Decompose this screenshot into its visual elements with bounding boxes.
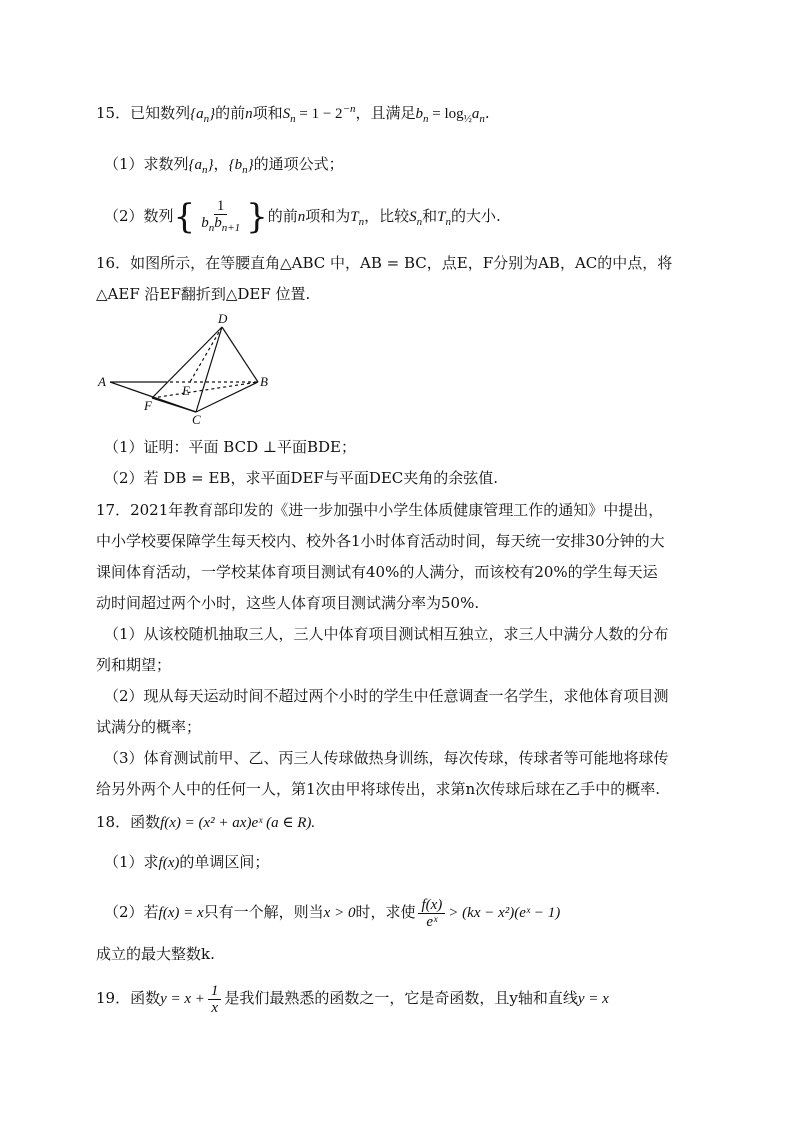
label-F: F bbox=[144, 398, 152, 413]
q18-part1: （1）求f(x)的单调区间； bbox=[104, 853, 270, 871]
label-A: A bbox=[98, 374, 106, 389]
q15-part1: （1）求数列$\{a_n\}$，$\{b_n\}$的通项公式； bbox=[104, 155, 344, 176]
pyramid-figure bbox=[92, 312, 292, 428]
label-B: B bbox=[260, 374, 268, 389]
q17-part1b: 列和期望； bbox=[96, 656, 172, 674]
q17-part2a: （2）现从每天运动时间不超过两个小时的学生中任意调查一名学生，求他体育项目测 bbox=[104, 687, 669, 705]
edge-FC bbox=[152, 398, 196, 412]
q15-part2: （2）数列{ $\frac{1}{b_nb_{n+1}}$ }的前n项和为$T_n$，比较$S_n$和$T_n$的大小. bbox=[104, 197, 501, 237]
q16-statement-line2: △AEF 沿EF翻折到△DEF 位置. bbox=[96, 285, 311, 303]
fraction-1-over-x: $\frac{1}{x}$ bbox=[208, 983, 222, 1016]
q18-statement: 18．函数f(x) = (x² + ax)eˣ (a ∈ R). bbox=[96, 813, 316, 831]
q17-line1: 17．2021年教育部印发的《进一步加强中小学生体质健康管理工作的通知》中提出， bbox=[96, 501, 664, 519]
fraction-1-over-bnbn1: $\frac{1}{b_nb_{n+1}}$ bbox=[201, 198, 241, 234]
q16-part2: （2）若 DB = EB，求平面DEF与平面DEC夹角的余弦值. bbox=[104, 469, 499, 487]
label-C: C bbox=[192, 412, 201, 427]
q17-line3: 课间体育活动，一学校某体育项目测试有40%的人满分，而该校有20%的学生每天运 bbox=[96, 563, 658, 581]
q18-line-end: 成立的最大整数k. bbox=[96, 945, 215, 963]
q16-statement-line1: 16．如图所示，在等腰直角△ABC 中，AB = BC，点E，F分别为AB，AC的中点，将 bbox=[96, 254, 673, 272]
q17-line4: 动时间超过两个小时，这些人体育项目测试满分率为50%. bbox=[96, 594, 480, 612]
q18-part2: （2）若f(x) = x只有一个解，则当x > 0时，求使 $\frac{f(x)}{\text{eˣ}}$ > (kx − x²)(eˣ − 1) bbox=[104, 896, 561, 930]
label-E: E bbox=[182, 383, 190, 398]
fraction-fx-over-ex: $\frac{f(x)}{\text{eˣ}}$ bbox=[418, 897, 445, 930]
q17-part2b: 试满分的概率； bbox=[96, 718, 202, 736]
edge-CB bbox=[196, 382, 258, 412]
q16-part1: （1）证明：平面 BCD ⊥平面BDE； bbox=[104, 438, 356, 456]
label-D: D bbox=[218, 312, 228, 326]
q17-part3a: （3）体育测试前甲、乙、丙三人传球做热身训练，每次传球，传球者等可能地将球传 bbox=[104, 749, 669, 767]
q17-part3b: 给另外两个人中的任何一人，第1次由甲将球传出，求第n次传球后球在乙手中的概率. bbox=[96, 780, 660, 798]
q15-statement: 15．已知数列$\{a_n\}$的前n项和$S_n = 1 - 2^{-n}$，且满足$b_n = \log_{\frac{1}{2}}a_n$. bbox=[96, 103, 490, 125]
q17-line2: 中小学校要保障学生每天校内、校外各1小时体育活动时间，每天统一安排30分钟的大 bbox=[96, 532, 665, 550]
q19-statement: 19．函数y = x + $\frac{1}{x}$ 是我们最熟悉的函数之一，它是奇函数，且y轴和直线y = x bbox=[96, 982, 609, 1016]
edge-DB bbox=[222, 327, 258, 382]
q17-part1a: （1）从该校随机抽取三人，三人中体育项目测试相互独立，求三人中满分人数的分布 bbox=[104, 625, 669, 643]
